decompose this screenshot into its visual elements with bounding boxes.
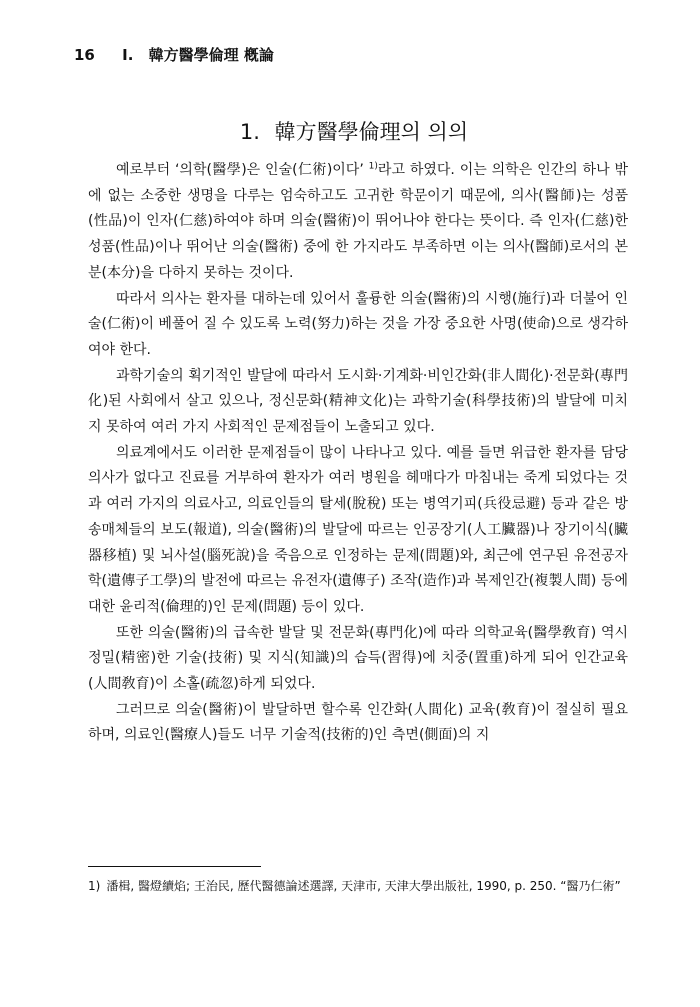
paragraph-text: 라고 하였다. 이는 의학은 인간의 하나 밖에 없는 소중한 생명을 다루는 엄숙하고도 고귀한 학문이기 때문에, 의사(醫師)는 성품(性品)이 인자(仁慈)하여야 하며 의술(醫術)이 뛰어나야 한다는 뜻이다. 즉 인자(仁慈)한 성품(性品)이나 뛰어난 의술(醫術) 중에 한 가지라도 부족하면 이는 의사(醫師)로서의 본분(本分)을 다하지 못하는 것이다. — [88, 162, 628, 281]
page-number: 16 — [74, 46, 95, 64]
footnote — [88, 877, 628, 895]
paragraph-4: 의료계에서도 이러한 문제점들이 많이 나타나고 있다. 예를 들면 위급한 환자를 담당의사가 없다고 진료를 거부하여 환자가 여러 병원을 헤매다가 마침내는 죽게 되었다는 것과 여러 가지의 의료사고, 의료인들의 탈세(脫稅) 또는 병역기피(兵役忌避) 등과 같은 방송매체들의 보도(報道), 의술(醫術)의 발달에 따르는 인공장기(人工臟器)나 장기이식(臟器移植) 및 뇌사설(腦死說)을 죽음으로 인정하는 문제(問題)와, 최근에 연구된 유전공자학(遺傳子工學)의 발전에 따르는 유전자(遺傳子) 조작(造作)과 복제인간(複製人間) 등에 대한 윤리적(倫理的)인 문제(問題) 등이 있다. — [88, 444, 628, 615]
paragraph-text: 예로부터 ‘의학(醫學)은 인술(仁術)이다’ — [116, 162, 369, 178]
chapter-title — [74, 116, 634, 146]
paragraph-3: 과학기술의 획기적인 발달에 따라서 도시화·기계화·비인간화(非人間化)·전문화(專門化)된 사회에서 살고 있으나, 정신문화(精神文化)는 과학기술(科學技術)의 발달에 미치지 못하여 여러 가지 사회적인 문제점들이 노출되고 있다. — [88, 367, 628, 436]
section-number: I. — [122, 46, 134, 64]
footnote-marker: 1) — [88, 879, 101, 893]
paragraph-2: 따라서 의사는 환자를 대하는데 있어서 훌륭한 의술(醫術)의 시행(施行)과 더불어 인술(仁術)이 베풀어 질 수 있도록 노력(努力)하는 것을 가장 중요한 사명(使命)으로 생각하여야 한다. — [88, 290, 628, 358]
chapter-number: 1. — [239, 120, 260, 144]
section-title: 韓方醫學倫理 槪論 — [148, 46, 274, 64]
running-header — [74, 44, 634, 65]
paragraph-1 — [88, 158, 628, 287]
footnote-text: 潘楫, 醫燈續焰; 王治民, 歷代醫德論述選譯, 天津市, 天津大學出版社, 1990, p. 250. “醫乃仁術” — [106, 879, 621, 893]
body-text — [88, 158, 628, 749]
paragraph-6: 그러므로 의술(醫術)이 발달하면 할수록 인간화(人間化) 교육(敎育)이 절실히 필요하며, 의료인(醫療人)들도 너무 기술적(技術的)인 측면(側面)의 지 — [88, 701, 628, 744]
footnote-reference: 1) — [368, 161, 378, 172]
chapter-title-text: 韓方醫學倫理의 의의 — [274, 120, 469, 144]
paragraph-5: 또한 의술(醫術)의 급속한 발달 및 전문화(專門化)에 따라 의학교육(醫學敎育) 역시 정밀(精密)한 기술(技術) 및 지식(知識)의 습득(習得)에 치중(置重)하게 되어 인간교육(人間敎育)이 소홀(疏忽)하게 되었다. — [88, 624, 628, 693]
footnote-divider — [88, 866, 261, 867]
